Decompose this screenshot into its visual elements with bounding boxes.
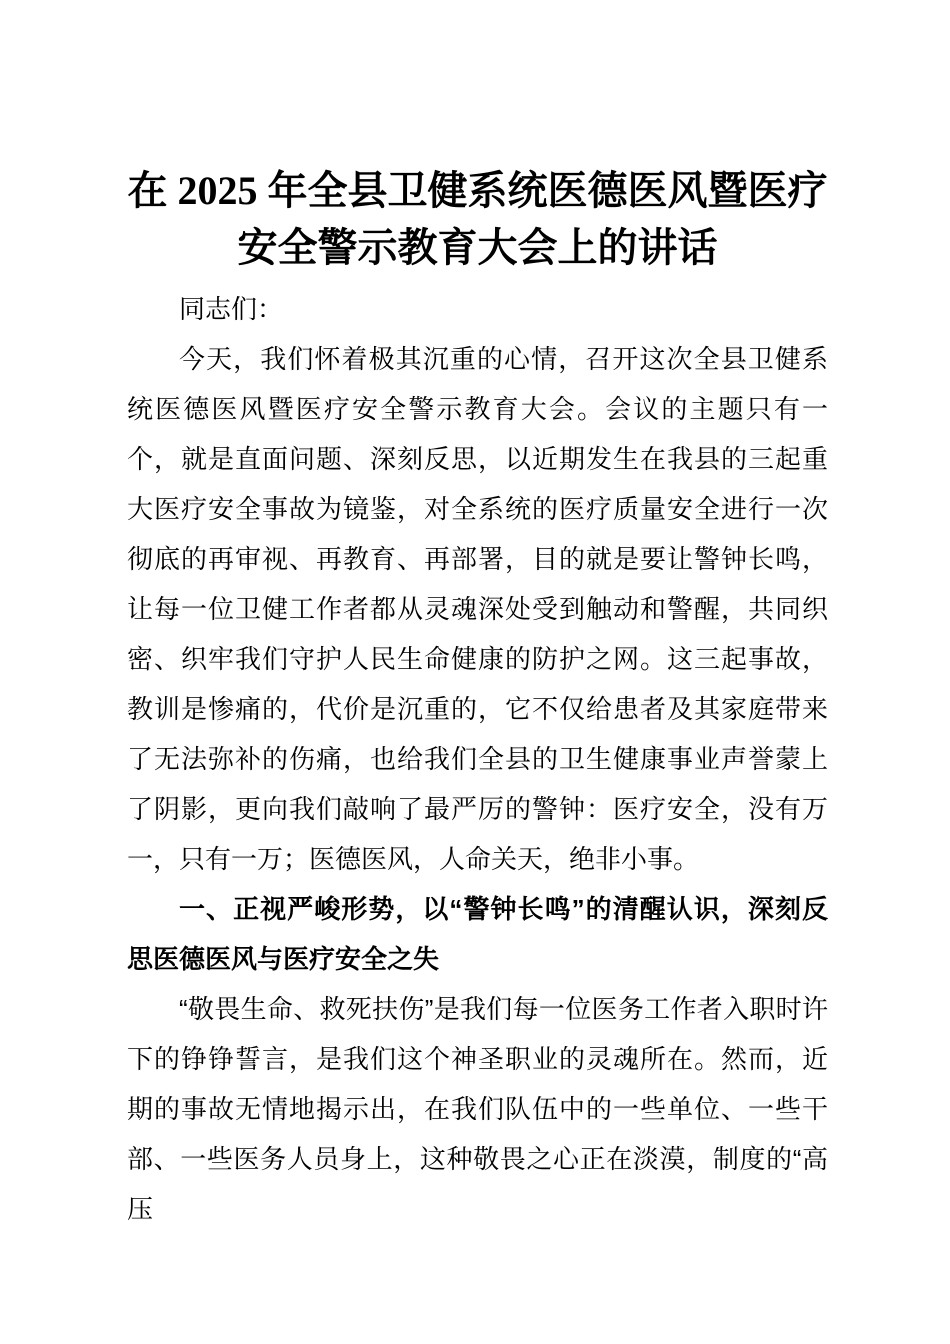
section-heading-1: 一、正视严峻形势，以“警钟长鸣”的清醒认识，深刻反思医德医风与医疗安全之失 [127, 894, 828, 974]
body-paragraph-2: “敬畏生命、救死扶伤”是我们每一位医务工作者入职时许下的铮铮誓言，是我们这个神圣职业的灵魂所在。然而，近期的事故无情地揭示出，在我们队伍中的一些单位、一些干部、一些医务人员身上，这种敬畏之心正在淡漠，制度的“高压 [127, 994, 828, 1224]
salutation-paragraph: 同志们： [179, 294, 284, 324]
body-paragraph-1: 今天，我们怀着极其沉重的心情，召开这次全县卫健系统医德医风暨医疗安全警示教育大会。会议的主题只有一个，就是直面问题、深刻反思，以近期发生在我县的三起重大医疗安全事故为镜鉴，对全系统的医疗质量安全进行一次彻底的再审视、再教育、再部署，目的就是要让警钟长鸣，让每一位卫健工作者都从灵魂深处受到触动和警醒，共同织密、织牢我们守护人民生命健康的防护之网。这三起事故，教训是惨痛的，代价是沉重的，它不仅给患者及其家庭带来了无法弥补的伤痛，也给我们全县的卫生健康事业声誉蒙上了阴影，更向我们敲响了最严厉的警钟：医疗安全，没有万一，只有一万；医德医风，人命关天，绝非小事。 [127, 344, 828, 874]
document-title: 在 2025 年全县卫健系统医德医风暨医疗安全警示教育大会上的讲话 [127, 168, 828, 270]
